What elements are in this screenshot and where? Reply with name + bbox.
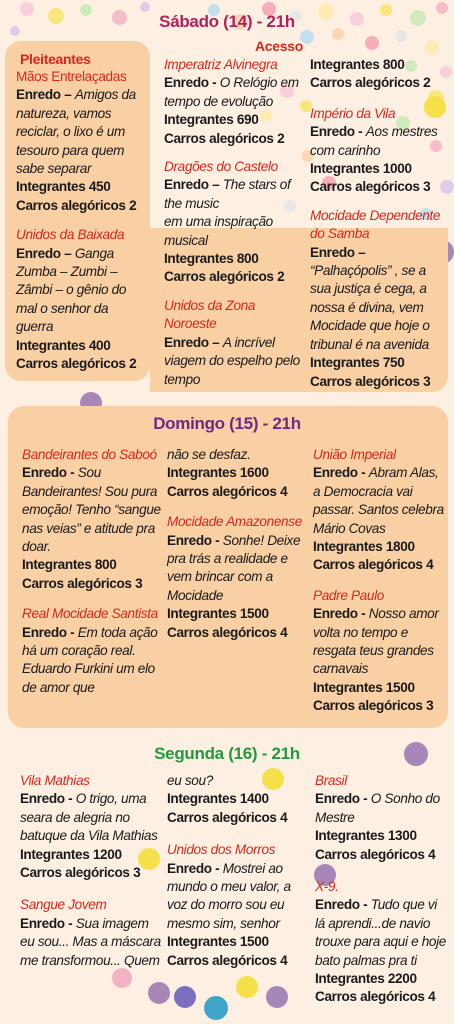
confetti-dot xyxy=(174,986,196,1008)
carros: Carros alegóricos 4 xyxy=(167,483,288,499)
confetti-dot xyxy=(204,996,228,1020)
school-name: Padre Paulo xyxy=(313,587,384,603)
school-name: Bandeirantes do Saboó xyxy=(22,447,157,462)
school-entry xyxy=(20,896,162,970)
school-entry xyxy=(22,446,162,593)
integrantes: Integrantes 450 xyxy=(16,179,111,195)
enredo-text: Enredo - O trigo, uma seara de alegria no batuque da Vila Mathias xyxy=(20,791,158,844)
integrantes: Integrantes 1000 xyxy=(310,161,412,177)
carros: Carros alegóricos 2 xyxy=(16,197,137,213)
confetti-dot xyxy=(266,986,288,1008)
carros: Carros alegóricos 4 xyxy=(167,809,288,825)
enredo-continued: eu sou? xyxy=(167,773,213,788)
sunday-title: Domingo (15) - 21h xyxy=(153,414,301,433)
carros: Carros alegóricos 3 xyxy=(310,179,431,195)
enredo-text: Enredo - Aos mestres com carinho xyxy=(310,124,438,158)
monday-col2 xyxy=(167,772,309,970)
carros: Carros alegóricos 2 xyxy=(164,269,285,285)
school-name: Unidos da Zona Noroeste xyxy=(164,297,256,332)
school-name: Real Mocidade Santista xyxy=(22,606,158,622)
enredo-text: Enredo - Em toda ação há um coração real. Eduardo Furkini um elo de amor que xyxy=(22,624,158,695)
integrantes: Integrantes 1500 xyxy=(167,606,269,622)
school-entry xyxy=(167,841,309,970)
saturday-title: Sábado (14) - 21h xyxy=(159,12,295,31)
school-entry xyxy=(20,772,162,882)
carros: Carros alegóricos 3 xyxy=(20,865,141,881)
enredo-text: Enredo - Sou Bandeirantes! Sou pura emoção! Tenho “sangue nas veias” e atitude pra doar. xyxy=(22,465,161,555)
confetti-dot xyxy=(140,2,150,12)
integrantes: Integrantes 750 xyxy=(310,355,405,371)
school-entry xyxy=(315,772,447,864)
carros: Carros alegóricos 3 xyxy=(313,698,434,714)
school-entry xyxy=(22,605,162,697)
sunday-col3 xyxy=(313,446,445,716)
sunday-col2 xyxy=(167,446,305,642)
enredo-text: Enredo - Sua imagem eu sou... Mas a máscara me transformou... Quem xyxy=(20,915,161,968)
school-entry xyxy=(16,226,148,373)
integrantes: Integrantes 800 xyxy=(310,57,405,72)
monday-title: Segunda (16) - 21h xyxy=(154,744,300,763)
integrantes: Integrantes 1600 xyxy=(167,465,269,481)
confetti-dot xyxy=(236,976,258,998)
school-name: Vila Mathias xyxy=(20,773,90,788)
integrantes: Integrantes 1200 xyxy=(20,846,122,862)
carros: Carros alegóricos 4 xyxy=(315,846,436,862)
enredo-text: Enredo - Sonhe! Deixe pra trás a realidade e vem brincar com a Mocidade xyxy=(167,532,301,603)
carros: Carros alegóricos 4 xyxy=(315,989,436,1005)
enredo-text: Enredo - O Sonho do Mestre xyxy=(315,791,440,825)
confetti-dot xyxy=(365,36,379,50)
school-name: Unidos dos Morros xyxy=(167,842,276,858)
school-entry xyxy=(164,297,304,389)
confetti-dot xyxy=(148,982,170,1004)
carros: Carros alegóricos 4 xyxy=(167,624,288,640)
school-entry xyxy=(310,105,446,197)
school-entry xyxy=(313,587,445,716)
enredo-text: Enredo – A incrível viagem do espelho pelo tempo xyxy=(164,334,300,387)
enredo-text: Enredo – The stars of the music xyxy=(164,177,291,211)
school-entry xyxy=(313,446,445,575)
school-name: Imperatriz Alvinegra xyxy=(164,57,278,72)
enredo-text: Enredo - Nosso amor volta no tempo e resgata teus grandes carnavais xyxy=(313,606,439,677)
integrantes: Integrantes 1300 xyxy=(315,828,417,844)
saturday-col3 xyxy=(310,56,446,391)
confetti-dot xyxy=(425,40,439,54)
school-name: Império da Vila xyxy=(310,105,396,121)
school-name: Mãos Entrelaçadas xyxy=(16,69,127,84)
carros: Carros alegóricos 2 xyxy=(164,130,285,146)
school-name: Unidos da Baixada xyxy=(16,227,125,243)
integrantes: Integrantes 400 xyxy=(16,337,111,353)
school-name: Brasil xyxy=(315,773,347,788)
enredo-text: Enredo - O Relógio em tempo de evolução xyxy=(164,75,299,109)
school-name: Mocidade Amazonense xyxy=(167,514,302,530)
sunday-col1 xyxy=(22,446,162,697)
saturday-col1 xyxy=(16,68,148,374)
integrantes: Integrantes 800 xyxy=(22,557,117,573)
school-name: Dragões do Castelo xyxy=(164,159,278,175)
integrantes: Integrantes 1800 xyxy=(313,539,415,555)
carros: Carros alegóricos 2 xyxy=(310,75,431,91)
carros: Carros alegóricos 4 xyxy=(313,557,434,573)
school-name: Sangue Jovem xyxy=(20,897,107,913)
monday-col1 xyxy=(20,772,162,970)
integrantes: Integrantes 1500 xyxy=(167,934,269,950)
enredo-text: Enredo - Mostrei ao mundo o meu valor, a voz do morro sou eu mesmo sim, senhor xyxy=(167,860,291,931)
integrantes: Integrantes 1400 xyxy=(167,791,269,807)
school-entry xyxy=(315,878,447,1007)
integrantes: Integrantes 2200 xyxy=(315,971,417,987)
enredo-text: Enredo - Abram Alas, a Democracia vai passar. Santos celebra Mário Covas xyxy=(313,465,444,536)
school-name: União Imperial xyxy=(313,447,396,462)
pleiteantes-label: Pleiteantes xyxy=(20,51,91,67)
enredo-continued: em uma inspiração musical xyxy=(164,214,273,248)
enredo-text: Enredo – Ganga Zumba – Zumbi – Zâmbi – o gênio do mal o senhor da guerra xyxy=(16,245,127,335)
school-entry xyxy=(167,513,305,642)
enredo-text: Enredo - Tudo que vi lá aprendi...de navio trouxe para aqui e hoje bato palmas pra ti xyxy=(315,897,447,968)
carros: Carros alegóricos 3 xyxy=(22,575,143,591)
enredo-text: Enredo – “Palhaçópolis” , se a sua justiça é cega, a nossa é divina, vem Mocidade que hoje o tribunal é na avenida xyxy=(310,244,430,352)
confetti-dot xyxy=(112,968,132,988)
school-entry xyxy=(164,56,304,148)
carros: Carros alegóricos 4 xyxy=(167,952,288,968)
carros: Carros alegóricos 2 xyxy=(16,356,137,372)
school-name: Mocidade Dependente do Samba xyxy=(310,207,441,242)
acesso-label: Acesso xyxy=(255,38,304,54)
integrantes: Integrantes 1500 xyxy=(313,679,415,695)
enredo-continued: não se desfaz. xyxy=(167,447,251,462)
integrantes: Integrantes 690 xyxy=(164,112,259,128)
school-entry xyxy=(164,158,304,287)
saturday-col2 xyxy=(164,56,304,389)
monday-col3 xyxy=(315,772,447,1007)
school-name: X-9. xyxy=(315,879,339,895)
school-entry xyxy=(16,68,148,215)
enredo-text: Enredo – Amigos da natureza, vamos reciclar, o lixo é um tesouro para quem sabe separar xyxy=(16,87,136,177)
carros: Carros alegóricos 3 xyxy=(310,373,431,389)
school-entry xyxy=(310,207,446,391)
integrantes: Integrantes 800 xyxy=(164,251,259,267)
